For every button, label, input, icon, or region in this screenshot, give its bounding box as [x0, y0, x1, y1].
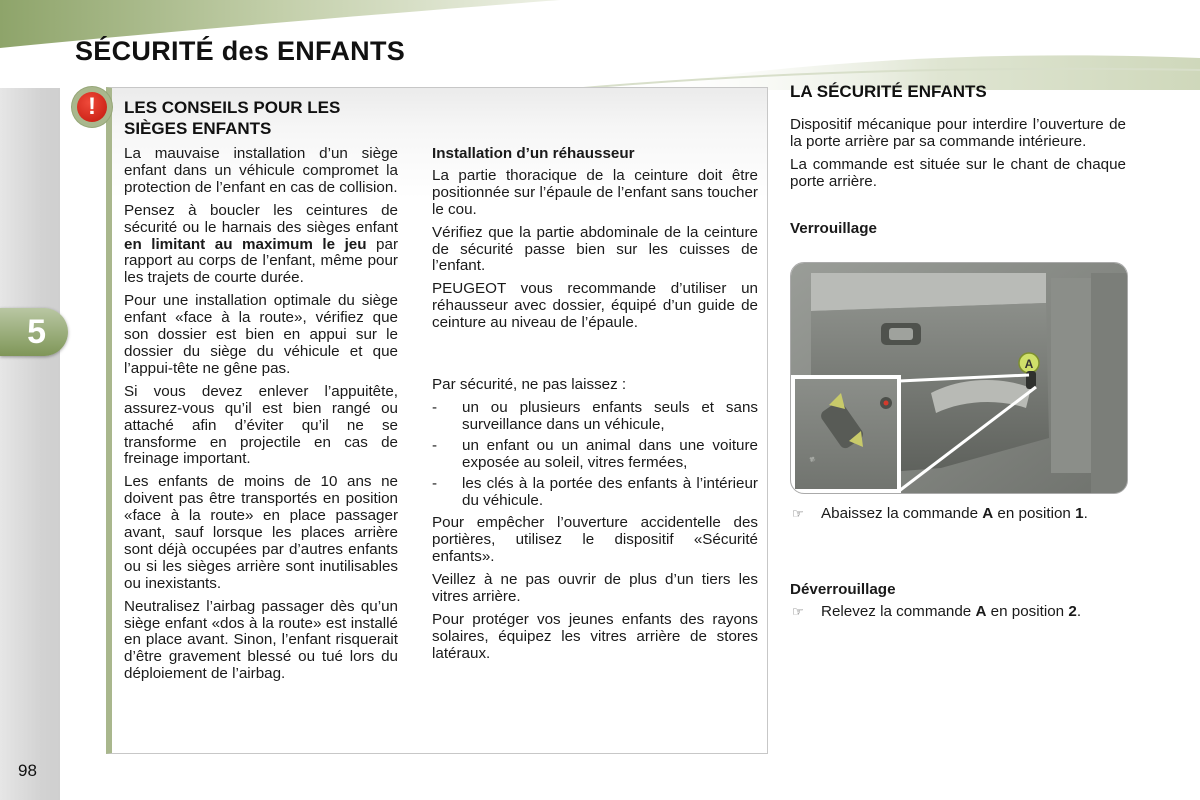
unlock-instructions [790, 582, 1126, 620]
lock-instructions [790, 506, 1126, 523]
child-lock-paragraph-2: La commande est située sur le chant de chaque porte arrière. [790, 155, 1126, 190]
safety-list [432, 400, 758, 509]
lock-step [790, 506, 1126, 523]
advice-column-left [124, 146, 398, 689]
booster-paragraph-3: PEUGEOT vous recommande d’utiliser un réhausseur avec dossier, équipé d’un guide de ceinture au niveau de l’épaule. [432, 280, 758, 332]
lock-step-text-1: Abaissez la commande [821, 505, 983, 522]
windows-paragraph: Veillez à ne pas ouvrir de plus d’un tiers les vitres arrière. [432, 571, 758, 606]
spacer [790, 197, 1126, 221]
advice-heading-line1: LES CONSEILS POUR LES [124, 98, 341, 117]
booster-paragraph-2: Vérifiez que la partie abdominale de la ceinture de sécurité passe bien sur les cuisses de l’enfant. [432, 223, 758, 275]
safety-item-text: les clés à la portée des enfants à l’intérieur du véhicule. [462, 474, 758, 509]
blinds-paragraph: Pour protéger vos jeunes enfants des rayons solaires, équipez les vitres arrière de stores latéraux. [432, 610, 758, 662]
safety-item [432, 476, 758, 510]
page-number: 98 [18, 761, 37, 780]
unlock-step-text-3: . [1076, 602, 1082, 620]
dash-bullet: - [432, 474, 438, 492]
safety-item [432, 438, 758, 472]
advice-paragraph-2-end: par rapport au corps de l’enfant, même pour les trajets de courte durée. [124, 235, 398, 287]
chapter-number: 5 [27, 312, 46, 351]
advice-paragraph-6: Neutralisez l’airbag passager dès qu’un siège enfant «dos à la route» est installé en place avant. Sinon, l’enfant risquerait d’être gravement blessé ou tué lors du déploiement de l’airbag. [124, 597, 398, 683]
advice-column-right [432, 146, 758, 669]
unlock-heading: Déverrouillage [790, 581, 896, 598]
svg-text:♣: ♣ [806, 453, 818, 464]
advice-paragraph-5: Les enfants de moins de 10 ans ne doivent pas être transportés en position «face à la route» en place passager avant, sauf lorsque les places arrière sont déjà occupées par d’autres enfants ou si les sièges arrière sont inutilisables ou inexistants. [124, 473, 398, 592]
door-edge-illustration [790, 262, 1128, 494]
advice-paragraph-4: Si vous devez enlever l’appuitête, assurez-vous qu’il est bien rangé ou attaché afin d’éviter qu’il ne se transforme en projectile en cas de freinage important. [124, 382, 398, 468]
safety-intro: Par sécurité, ne pas laissez : [432, 376, 627, 394]
unlock-step-text-2: en position [986, 602, 1069, 620]
child-lock-description [790, 117, 1126, 238]
warning-glyph: ! [77, 92, 107, 122]
spacer [432, 338, 758, 377]
chapter-tab[interactable] [0, 308, 68, 356]
lock-step-text-3: . [1083, 505, 1088, 522]
child-lock-heading: LA SÉCURITÉ ENFANTS [790, 82, 987, 101]
advice-paragraph-2-bold: en limitant au maximum le jeu [124, 235, 367, 253]
doors-paragraph: Pour empêcher l’ouverture accidentelle des portières, utilisez le dispositif «Sécurité enfants». [432, 514, 758, 566]
unlock-step-position: 2 [1068, 602, 1077, 620]
advice-paragraph-2-start: Pensez à boucler les ceintures de sécurité ou le harnais des sièges enfant [124, 201, 398, 236]
lock-step-control: A [982, 505, 994, 522]
lock-step-position: 1 [1075, 505, 1084, 522]
safety-item-text: un enfant ou un animal dans une voiture exposée au soleil, vitres fermées, [462, 436, 758, 471]
side-band [0, 88, 60, 800]
advice-paragraph-2 [124, 203, 398, 288]
pointing-hand-icon: ☞ [792, 506, 804, 521]
lock-heading: Verrouillage [790, 219, 877, 237]
advice-heading-line2: SIÈGES ENFANTS [124, 119, 272, 138]
dash-bullet: - [432, 398, 438, 416]
safety-item [432, 400, 758, 434]
unlock-step [790, 604, 1126, 621]
pointing-hand-icon: ☞ [792, 603, 804, 619]
booster-heading: Installation d’un réhausseur [432, 145, 635, 162]
door-edge-drawing [791, 263, 1127, 493]
unlock-step-text-1: Relevez la commande [821, 602, 976, 620]
exclamation-warning-icon [72, 87, 112, 127]
page-title: SÉCURITÉ des ENFANTS [75, 36, 406, 66]
marker-a-label: A [1024, 357, 1034, 371]
advice-paragraph-3: Pour une installation optimale du siège enfant «face à la route», vérifiez que son dossier est bien en appui sur le dossier du siège du véhicule et que l’appui-tête ne gêne pas. [124, 292, 398, 377]
safety-item-text: un ou plusieurs enfants seuls et sans surveillance dans un véhicule, [462, 398, 758, 433]
lock-step-text-2: en position [993, 505, 1076, 522]
advice-heading [124, 97, 414, 139]
child-lock-paragraph-1: Dispositif mécanique pour interdire l’ouverture de la porte arrière par sa commande intérieure. [790, 116, 1126, 150]
unlock-step-control: A [975, 602, 987, 620]
advice-paragraph-1: La mauvaise installation d’un siège enfant dans un véhicule compromet la protection de l’enfant en cas de collision. [124, 145, 398, 196]
dash-bullet: - [432, 436, 438, 454]
booster-paragraph-1: La partie thoracique de la ceinture doit être positionnée sur l’épaule de l’enfant sans toucher le cou. [432, 166, 758, 218]
